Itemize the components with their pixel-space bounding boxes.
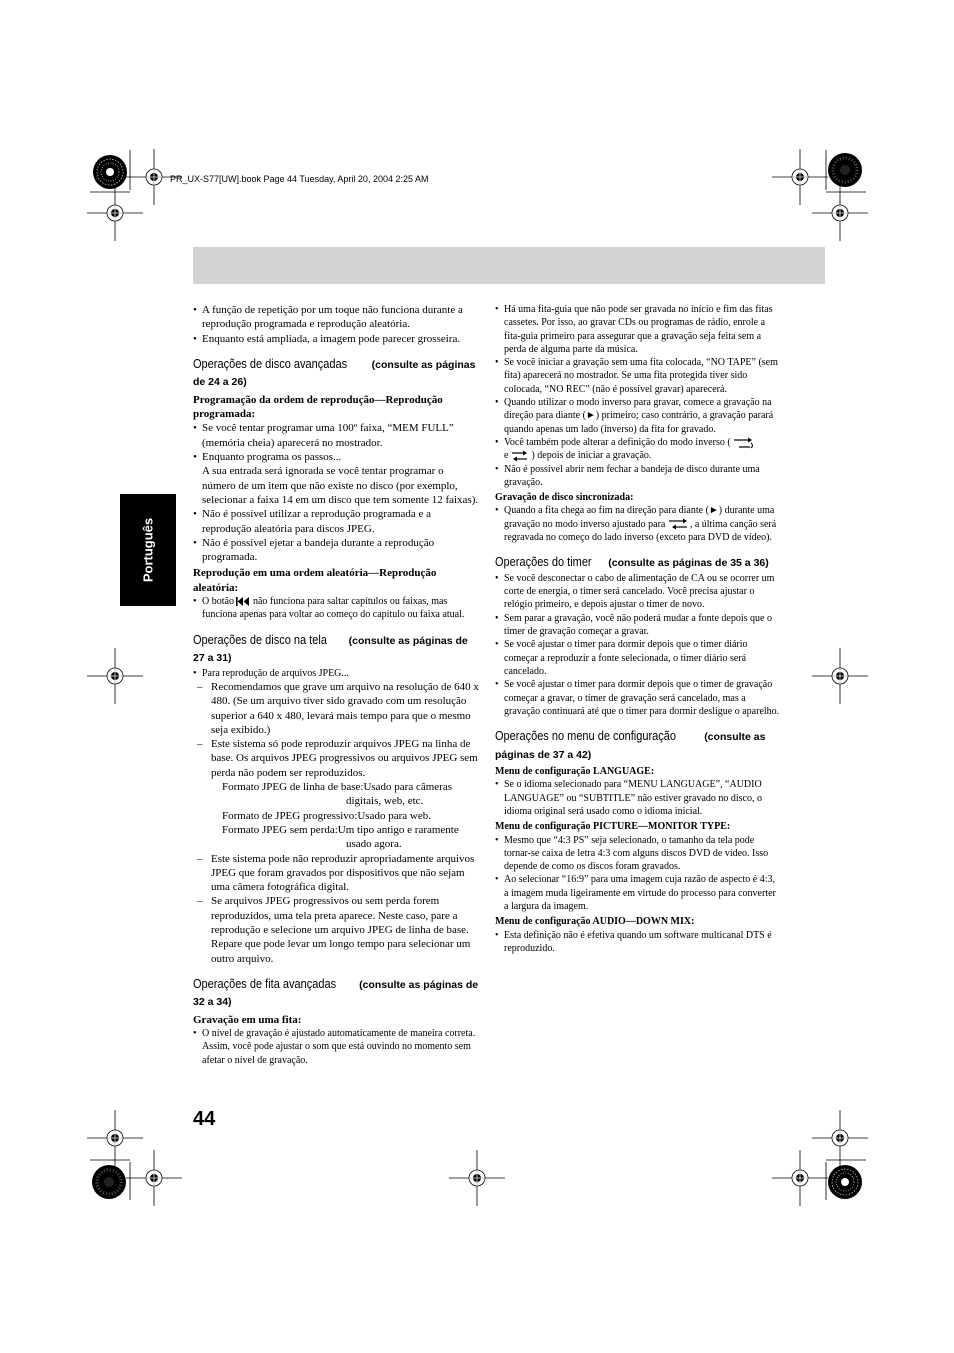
jpeg-format-line: Formato de JPEG progressivo:Usado para web. [222, 809, 431, 822]
reverse-mode-both-sides-icon [733, 437, 755, 449]
language-tab-label: Português [140, 517, 156, 583]
bullet-item: • Ao selecionar “16:9” para uma imagem cuja razão de aspecto é 4:3, a imagem muda ligeiramente em virtude do processo para converter a largura da imagem. [495, 873, 781, 913]
bullet-item: • Se você ajustar o timer para dormir depois que o timer diário começar a reproduzir a fonte selecionada, o timer diário será cancelado. [495, 638, 781, 678]
right-column [495, 303, 781, 955]
reverse-mode-one-side-icon [668, 518, 690, 530]
bullet-item: • Se você iniciar a gravação sem uma fita colocada, “NO TAPE” (sem fita) aparecerá no mostrador. Se uma fita protegida tiver sido colocada, “NO REC” (não é possível gravar) aparecerá. [495, 356, 781, 396]
bullet-continuation: A sua entrada será ignorada se você tentar programar o número de um item que não existe no disco (por exemplo, selecionar a faixa 14 em um disco que tem somente 12 faixas). [202, 465, 479, 506]
bullet-item: • O nível de gravação é ajustado automaticamente de maneira correta. Assim, você pode ajustar o som que está ouvindo no momento sem afetar o nível de gravação. [193, 1027, 479, 1067]
left-column [193, 303, 479, 1067]
bullet-item: • Se você ajustar o timer para dormir depois que o timer de gravação começar a gravar, o timer de gravação será cancelado, mas a gravação continuará até que o timer para dormir desligue o aparelho. [495, 678, 781, 718]
subheading: Menu de configuração AUDIO—DOWN MIX: [495, 916, 695, 928]
language-side-tab [120, 494, 176, 606]
subheading: Programação da ordem de reprodução—Reprodução programada: [193, 393, 443, 421]
bullet-item: • Esta definição não é efetiva quando um software multicanal DTS é reproduzido. [495, 929, 781, 956]
dash-item: – Recomendamos que grave um arquivo na resolução de 640 x 480. (Se um arquivo tiver sido gravado com um resolução superior a 640 x 480, levará mais tempo para que o mesmo seja exibido.) [193, 680, 479, 737]
page-header-band [193, 247, 825, 284]
bullet-item: • Não é possível abrir nem fechar a bandeja de disco durante uma gravação. [495, 463, 781, 490]
subheading: Gravação de disco sincronizada: [495, 492, 634, 504]
subheading: Reprodução em uma ordem aleatória—Reprodução aleatória: [193, 567, 437, 594]
bullet-item: • O botão não funciona para saltar capítulos ou faixas, mas funciona apenas para voltar ao começo do capítulo ou faixa atual. [193, 595, 479, 622]
subheading: Menu de configuração LANGUAGE: [495, 766, 655, 778]
bullet-item: • Enquanto programa os passos... [193, 450, 479, 464]
bullet-item: • Se o idioma selecionado para “MENU LANGUAGE”, “AUDIO LANGUAGE” ou “SUBTITLE” não estiver gravado no disco, o idioma original será usado como o idioma inicial. [495, 778, 781, 818]
bullet-item: • Você também pode alterar a definição do modo inverso ( e ) depois de iniciar a gravação. [495, 436, 781, 463]
reverse-mode-one-side-icon [511, 450, 529, 462]
page-number: 44 [193, 1108, 216, 1130]
bullet-item: • Quando utilizar o modo inverso para gravar, comece a gravação na direção para diante (►) primeiro; caso contrário, a gravação parará quando apenas um lado (inverso) da fita for gravado. [495, 396, 781, 436]
section-heading-onscreen-disc: Operações de disco na tela (consulte as páginas de 27 a 31) [193, 632, 468, 665]
bullet-item: • Há uma fita-guia que não pode ser gravada no início e fim das fitas cassetes. Por isso, ao gravar CDs ou programas de rádio, enrole a fita-guia primeiro para assegurar que a gravação seja feita sem a perda de alguma parte da música. [495, 303, 781, 356]
bullet-item: • Mesmo que “4:3 PS” seja selecionado, o tamanho da tela pode tornar-se caixa de letra 4:3 com alguns discos DVD de vídeo. Isso depende de como os discos foram gravados. [495, 834, 781, 874]
bullet-item: • Sem parar a gravação, você não poderá mudar a fonte depois que o timer de gravação começar a gravar. [495, 612, 781, 639]
bullet-item: • Não é possível utilizar a reprodução programada e a reprodução aleatória para discos JPEG. [193, 507, 479, 536]
bullet-item: • Se você tentar programar uma 100º faixa, “MEM FULL” (memória cheia) aparecerá no mostrador. [193, 421, 479, 450]
section-heading-advanced-tape: Operações de fita avançadas (consulte as páginas de 32 a 34) [193, 976, 479, 1009]
print-file-header: PR_UX-S77[UW].book Page 44 Tuesday, April 20, 2004 2:25 AM [170, 174, 429, 184]
jpeg-format-line: Formato JPEG sem perda:Um tipo antigo e raramente usado agora. [222, 823, 459, 851]
bullet-item: • Enquanto está ampliada, a imagem pode parecer grosseira. [193, 332, 479, 346]
bullet-item: • Para reprodução de arquivos JPEG... [193, 667, 479, 680]
section-heading-setup-menu: Operações no menu de configuração (consulte as páginas de 37 a 42) [495, 729, 766, 761]
jpeg-format-line: Formato JPEG de linha de base:Usado para câmeras digitais, web, etc. [222, 781, 453, 808]
skip-back-icon [236, 597, 250, 606]
dash-item: – Este sistema só pode reproduzir arquivos JPEG na linha de base. Os arquivos JPEG progressivos ou arquivos JPEG sem perda não podem ser reproduzidos. [193, 737, 479, 780]
section-heading-advanced-disc: Operações de disco avançadas (consulte as páginas de 24 a 26) [193, 356, 476, 389]
subheading: Gravação em uma fita: [193, 1013, 302, 1026]
bullet-item: • A função de repetição por um toque não funciona durante a reprodução programada e reprodução aleatória. [193, 303, 479, 332]
bullet-item: • Quando a fita chega ao fim na direção para diante (►) durante uma gravação no modo inverso ajustado para , a última canção será regravada no começo do lado inverso (exceto para DVD de vídeo). [495, 504, 781, 544]
subheading: Menu de configuração PICTURE—MONITOR TYPE: [495, 821, 731, 833]
bullet-item: • Se você desconectar o cabo de alimentação de CA ou se ocorrer um corte de energia, o timer será cancelado. Você precisa ajustar o relógio primeiro, e depois ajustar o timer de novo. [495, 572, 781, 612]
bullet-item: • Não é possível ejetar a bandeja durante a reprodução programada. [193, 536, 479, 565]
section-heading-timer: Operações do timer (consulte as páginas de 35 a 36) [495, 555, 769, 570]
dash-item: – Se arquivos JPEG progressivos ou sem perda forem reproduzidos, uma tela preta aparece. Neste caso, pare a reprodução e selecione um arquivo JPEG de linha de base. Repare que pode levar um longo tempo para selecionar um outro arquivo. [193, 894, 479, 965]
dash-item: – Este sistema pode não reproduzir apropriadamente arquivos JPEG que foram gravados por dispositivos que não sejam uma câmera fotográfica digital. [193, 852, 479, 895]
